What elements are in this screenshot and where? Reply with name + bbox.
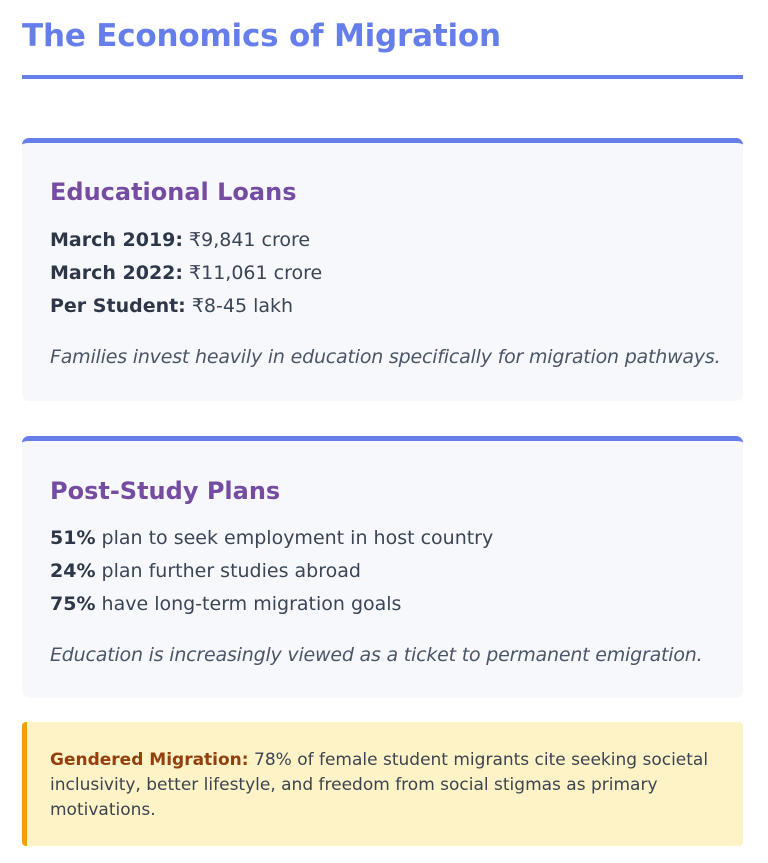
plan-item-text: have long-term migration goals	[101, 593, 402, 615]
page-title: The Economics of Migration	[22, 18, 501, 54]
loan-item-label: Per Student:	[50, 295, 186, 317]
plan-item-stat: 24%	[50, 560, 96, 582]
loan-item-label: March 2019:	[50, 229, 183, 251]
plan-item-further-studies	[50, 560, 361, 582]
loan-item-value: ₹8-45 lakh	[191, 295, 294, 317]
educational-loans-note: Families invest heavily in education specifically for migration pathways.	[50, 346, 721, 368]
post-study-plans-heading: Post-Study Plans	[50, 477, 281, 505]
callout-label: Gendered Migration:	[50, 750, 249, 770]
educational-loans-heading: Educational Loans	[50, 178, 297, 206]
loan-item-march-2019	[50, 229, 310, 251]
loan-item-value: ₹11,061 crore	[189, 262, 323, 284]
loan-item-per-student	[50, 295, 293, 317]
plan-item-stat: 75%	[50, 593, 96, 615]
plan-item-text: plan further studies abroad	[101, 560, 361, 582]
loan-item-value: ₹9,841 crore	[189, 229, 311, 251]
gendered-migration-callout	[22, 722, 743, 846]
post-study-plans-card	[22, 436, 743, 698]
plan-item-text: plan to seek employment in host country	[101, 527, 494, 549]
post-study-plans-note: Education is increasingly viewed as a ticket to permanent emigration.	[50, 644, 703, 666]
callout-text	[50, 748, 720, 823]
educational-loans-card	[22, 138, 743, 401]
plan-item-employment	[50, 527, 493, 549]
callout-body: 78% of female student migrants cite seeking societal inclusivity, better lifestyle, and freedom from social stigmas as primary motivations.	[50, 750, 709, 820]
plan-item-long-term	[50, 593, 401, 615]
title-divider	[22, 75, 743, 79]
plan-item-stat: 51%	[50, 527, 96, 549]
loan-item-march-2022	[50, 262, 322, 284]
loan-item-label: March 2022:	[50, 262, 183, 284]
